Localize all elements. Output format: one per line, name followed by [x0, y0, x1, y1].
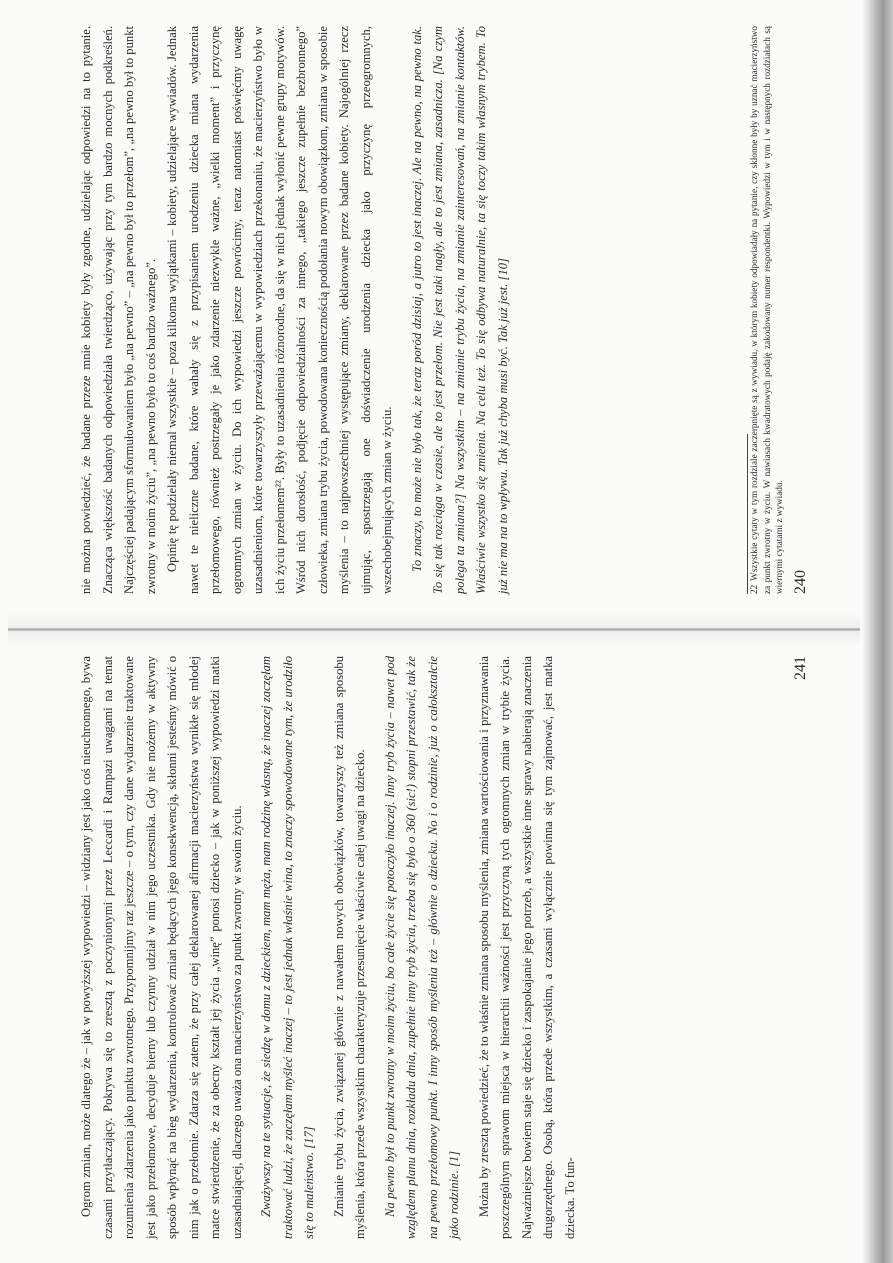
- page-241-paragraph-1: Ogrom zmian, może dlatego że – jak w powyższej wypowiedzi – widziany jest jako coś nieuchronnego, bywa czasami przytłaczający. Pokrywa się to zresztą z poczynionymi przez Leccardi i Rampazi uwagami na temat rozumienia zdarzenia jako punktu zwrotnego. Przypomnijmy raz jeszcze – o tym, czy dane wydarzenie traktowane jest jako przełomowe, decyduje bierny lub czynny udział w nim jego uczestnika. Gdy nie możemy w aktywny sposób wpłynąć na bieg wydarzenia, kontrolować zmian będących jego konsekwencją, skłonni jesteśmy mówić o nim jak o przełomie. Zdarza się zatem, że przy całej deklarowanej afirmacji macierzyństwa wynikłe się młodej matce stwierdzenie, że za obecny kształt jej życia „winę” ponosi dziecko – jak w poniższej wypowiedzi matki uzasadniającej, dlaczego uważa ona macierzyństwo za punkt zwrotny w swoim życiu.: [79, 656, 244, 1239]
- page-240-paragraph-1: nie można powiedzieć, że badane przeze mnie kobiety były zgodne, udzielając odpowiedzi na to pytanie. Znacząca większość badanych odpowiedziała twierdząco, używając przy tym bardzo mocnych podkreśleń. Najczęściej padającym sformułowaniem było „na pewno” – „na pewno był to przełom”, „na pewno był to punkt zwrotny w moim życiu”, „na pewno było to coś bardzo ważnego”.: [79, 26, 158, 594]
- page-241-paragraph-2: Zmianie trybu życia, związanej głównie z nawałem nowych obowiązków, towarzyszy też zmiana sposobu myślenia, która przede wszystkim charakteryzuje przesunięcie właściwie całej uwagi na dziecko.: [331, 656, 367, 1239]
- page-number-240: 240: [792, 570, 809, 594]
- footnote-text: Wszystkie cytaty w tym rozdziale zaczerpnięte są z wywiadu, w którym kobiety odpowiadały na pytanie, czy skłonne były by uznać macierzyństwo za punkt zwrotny w życiu. W nawiasach kwadratowych podaję zakodowany numer respondentki. Wypowiedzi w tym i w następnych rozdziałach są wiernymi cytatami z wywiadu.: [749, 26, 785, 594]
- footnote-number: 22: [749, 584, 760, 594]
- page-240-body: [76, 26, 514, 594]
- page-241-body: [76, 656, 581, 1239]
- page-241-paragraph-3: Można by zresztą powiedzieć, że to właśnie zmiana sposobu myślenia, zmiana wartościowania i przyznawania poszczególnym sprawom miejsca w hierarchii ważności jest przyczyną tych ogromnych zmian w trybie życia. Najważniejsze bowiem staje się dziecko i zaspokajanie jego potrzeb, a wszystkie inne sprawy nabierają znaczenia drugorzędnego. Osobą, która przede wszystkim, a czasami wyłącznie powinna się tym zajmować, jest matka dziecka. To fun-: [476, 656, 577, 1239]
- page-number-241: 241: [792, 656, 809, 680]
- page-241-quote-2: Na pewno był to punkt zwrotny w moim życiu, bo całe życie się potoczyło inaczej. Inny tryb życia – nawet pod względem planu dnia, rozkładu dnia, zupełnie inny tryb życia, trzeba się było o 360 (sic!) stopni przestawić, tak że na pewno przełomowy punkt. I inny sposób myślenia też – głównie o dziecku. No i o rodzinie, już o całokształcie jako rodzinie. [1]: [382, 656, 461, 1239]
- page-240: [70, 20, 810, 600]
- page-241: [70, 650, 810, 1245]
- page-240-content: [70, 20, 810, 600]
- page-240-quote: To znaczy, to może nie było tak, że teraz poród dzisiaj, a jutro to jest inaczej. Ale na pewno, na pewno tak. To się tak rozciąga w czasie, ale to jest przełom. Nie jest taki nagły, ale to jest zmiana, zasadnicza. [Na czym polega ta zmiana?] Na wszystkim – na zmianie trybu życia, na zmianie zainteresowań, na zmianie kontaktów. Właściwie wszystko się zmienia. Na celu też. To się odbywa naturalnie, ta się toczy takim własnym trybem. To już nie ma na to wpływu. Tak już chyba musi być. Tak już jest. [10]: [409, 26, 510, 594]
- page-241-content: [70, 650, 810, 1245]
- footnote-22: [748, 26, 786, 594]
- page-241-quote-1: Zważywszy na te sytuacje, że siedzę w domu z dzieckiem, mam męża, mam rodzinę własną, że inaczej zaczęłam traktować ludzi, że zaczęłam myśleć inaczej – to jest jednak właśnie wina, to znaczy spowodowane tym, że urodziło się to maleństwo. [17]: [259, 656, 316, 1239]
- page-fold-line: [8, 628, 860, 631]
- book-binding-edge: [861, 0, 893, 1263]
- page-240-paragraph-2: Opinię tę podzielały niemal wszystkie – poza kilkoma wyjątkami – kobiety, udzielające wywiadów. Jednak nawet te nieliczne badane, które wahały się z przypisaniem urodzeniu dziecka miana wydarzenia przełomowego, również postrzegały je jako zdarzenie niezwykle ważne, „wielki moment” i przyczynę ogromnych zmian w życiu. Do ich wypowiedzi jeszcze powrócimy, teraz natomiast poświęćmy uwagę uzasadnieniom, które towarzyszyły przeważającemu w wypowiedziach przekonaniu, że macierzyństwo było w ich życiu przełomem²². Były to uzasadnienia różnorodne, da się w nich jednak wyłonić pewne grupy motywów. Wśród nich dorosłość, podjęcie odpowiedzialności za innego, „takiego jeszcze zupełnie bezbronnego” człowieka, zmiana trybu życia, powodowana koniecznością podołania nowym obowiązkom, zmiana w sposobie myślenia – to najpowszechniej występujące zmiany, deklarowane przez badane kobiety. Najogólniej rzecz ujmując, spostrzegają one doświadczenie urodzenia dziecka jako przyczynę przeogromnych, wszechobejmujących zmian w życiu.: [165, 26, 394, 594]
